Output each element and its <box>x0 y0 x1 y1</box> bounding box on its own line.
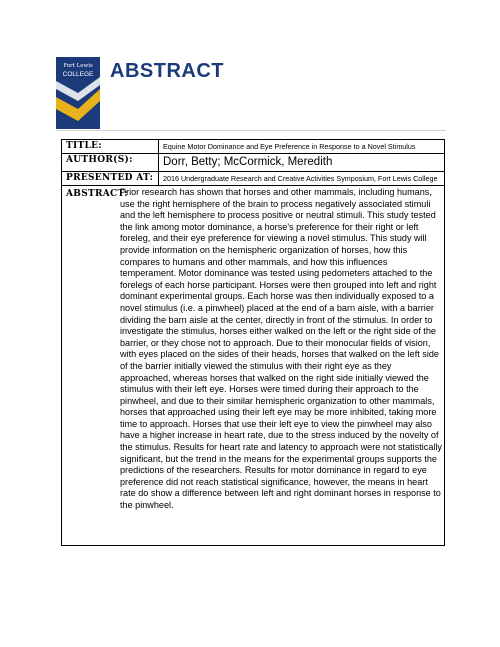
presented-label: PRESENTED AT: <box>62 172 159 186</box>
abstract-text: Prior research has shown that horses and other mammals, including humans, use the right hemisphere of the brain to process negatively associated stimuli and the left hemisphere to process positive or neutral stimuli. This study tested the link among motor dominance, a horse's preference for their right or left foreleg, and their eye preference for viewing a novel stimulus. This study will provide information on the hemispheric organization of horses, how this compares to humans and other mammals, and how this influences temperament. Motor dominance was tested using pedometers attached to the forelegs of each horse participant. Horses were then grouped into left and right dominant experimental groups. Each horse was then individually exposed to a novel stimulus (i.e. a pinwheel) placed at the end of a barn aisle, with a barrier dividing the barn aisle at the center, directly in front of the stimulus. In order to investigate the stimulus, horses either walked on the left or the right side of the barrier, or they chose not to approach. Due to their monocular fields of vision, with eyes placed on the sides of their heads, horses that walked on the left side of the barrier initially viewed the stimulus with their right eye as they approached, whereas horses that walked on the right side initially viewed the stimulus with their left eye. Horses were timed during their approach to the pinwheel, and due to their similar hemispheric organization to other mammals, horses that approached using their left eye may be more inhibited, taking more time to approach. Horses that use their left eye to view the pinwheel may also have a higher increase in heart rate, due to the stress induced by the novelty of the stimulus. Results for heart rate and latency to approach were not statistically significant, but the trend in the means for the experimental groups supports the predictions of the researchers. Results for motor dominance in regard to eye preference did not reach statistical significance, however, the means in heart rate do show a difference between left and right dominant horses in response to the pinwheel. <box>120 187 442 511</box>
authors-row <box>62 154 445 172</box>
title-row <box>62 140 445 154</box>
abstract-box <box>61 185 445 546</box>
page-title: ABSTRACT <box>110 60 224 82</box>
logo-text-bottom: COLLEGE <box>62 71 94 78</box>
college-logo <box>56 57 100 129</box>
presented-row <box>62 172 445 186</box>
title-label: TITLE: <box>62 140 159 154</box>
divider <box>56 130 446 131</box>
authors-label: AUTHOR(S): <box>62 154 159 172</box>
authors-value: Dorr, Betty; McCormick, Meredith <box>159 154 445 172</box>
presented-value: 2016 Undergraduate Research and Creative Activities Symposium, Fort Lewis College <box>159 172 445 186</box>
metadata-table <box>61 139 445 186</box>
title-value: Equine Motor Dominance and Eye Preference in Response to a Novel Stimulus <box>159 140 445 154</box>
logo-text-top: Fort Lewis <box>63 63 93 69</box>
abstract-label: ABSTRACT: <box>66 189 128 199</box>
